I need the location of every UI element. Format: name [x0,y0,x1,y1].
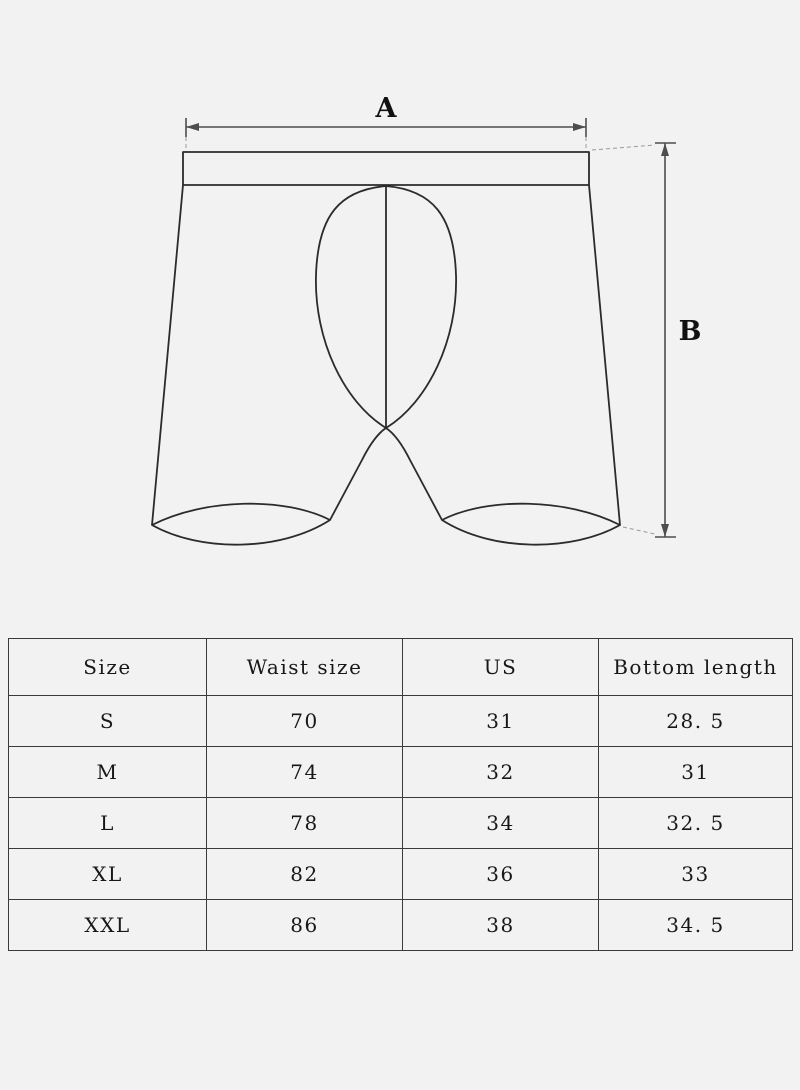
cell-size: L [9,798,207,849]
table-row [9,849,793,900]
cell-size: M [9,747,207,798]
cell-size: XL [9,849,207,900]
dimension-a-group [186,93,586,152]
cell-bottom-length: 33 [599,849,793,900]
column-header-size: Size [9,639,207,696]
cell-us: 32 [403,747,599,798]
dimension-b-label: B [678,316,702,347]
garment-outline [152,152,620,545]
table-row [9,696,793,747]
cell-us: 34 [403,798,599,849]
dimension-a-label: A [375,93,397,124]
table-header-row [9,639,793,696]
cell-size: S [9,696,207,747]
table-row [9,900,793,951]
cell-waist-size: 86 [207,900,403,951]
cell-bottom-length: 28. 5 [599,696,793,747]
cell-waist-size: 82 [207,849,403,900]
cell-waist-size: 78 [207,798,403,849]
size-chart-table [8,638,793,951]
cell-waist-size: 74 [207,747,403,798]
dimension-b-group [592,143,701,537]
column-header-bottom-length: Bottom length [599,639,793,696]
cell-us: 38 [403,900,599,951]
cell-bottom-length: 32. 5 [599,798,793,849]
cell-bottom-length: 34. 5 [599,900,793,951]
table-row [9,747,793,798]
cell-size: XXL [9,900,207,951]
column-header-waist-size: Waist size [207,639,403,696]
column-header-us: US [403,639,599,696]
cell-us: 31 [403,696,599,747]
cell-waist-size: 70 [207,696,403,747]
cell-bottom-length: 31 [599,747,793,798]
size-chart-container [8,638,792,951]
cell-us: 36 [403,849,599,900]
table-row [9,798,793,849]
